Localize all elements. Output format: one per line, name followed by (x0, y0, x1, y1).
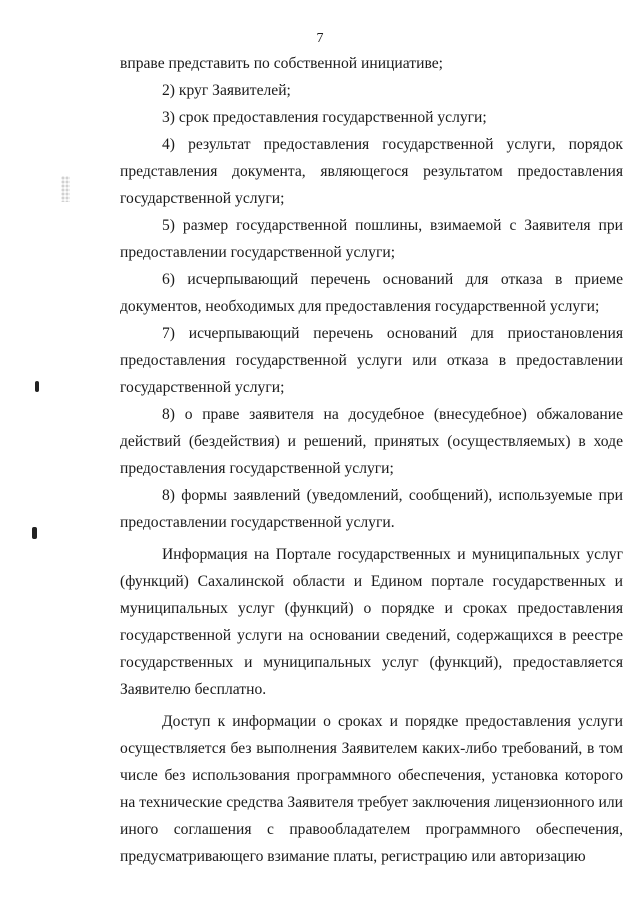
scan-smudge (61, 176, 70, 202)
list-item-3: 3) срок предоставления государственной услуги; (162, 109, 487, 126)
page-number: 7 (316, 31, 324, 46)
margin-mark (35, 381, 39, 392)
paragraph-access-info: Доступ к информации о сроках и порядке предоставления услуги осуществляется без выполнения Заявителем каких-либо требований, в том числе без использования программного обеспечения, установка которого на технические средства Заявителя требует заключения лицензионного или иного соглашения с правообладателем программного обеспечения, предусматривающего взимание платы, регистрацию или авторизацию (120, 713, 623, 865)
list-item-7: 7) исчерпывающий перечень оснований для приостановления предоставления государственной услуги или отказа в предоставлении государственной услуги; (120, 325, 623, 396)
list-item-8b: 8) формы заявлений (уведомлений, сообщений), используемые при предоставлении государственной услуги. (120, 487, 623, 531)
paragraph-continuation: вправе представить по собственной инициативе; (120, 55, 443, 72)
margin-mark (32, 527, 37, 539)
document-body (120, 50, 623, 870)
list-item-2: 2) круг Заявителей; (162, 82, 291, 99)
list-item-6: 6) исчерпывающий перечень оснований для отказа в приеме документов, необходимых для предоставления государственной услуги; (120, 271, 623, 315)
list-item-8a: 8) о праве заявителя на досудебное (внесудебное) обжалование действий (бездействия) и решений, принятых (осуществляемых) в ходе предоставления государственной услуги; (120, 406, 623, 477)
list-item-5: 5) размер государственной пошлины, взимаемой с Заявителя при предоставлении государственной услуги; (120, 217, 623, 261)
paragraph-portal-info: Информация на Портале государственных и муниципальных услуг (функций) Сахалинской области и Едином портале государственных и муниципальных услуг (функций) о порядке и сроках предоставления государственной услуги на основании сведений, содержащихся в реестре государственных и муниципальных услуг (функций), предоставляется Заявителю бесплатно. (120, 546, 623, 698)
list-item-4: 4) результат предоставления государственной услуги, порядок представления документа, являющегося результатом предоставления государственной услуги; (120, 136, 623, 207)
